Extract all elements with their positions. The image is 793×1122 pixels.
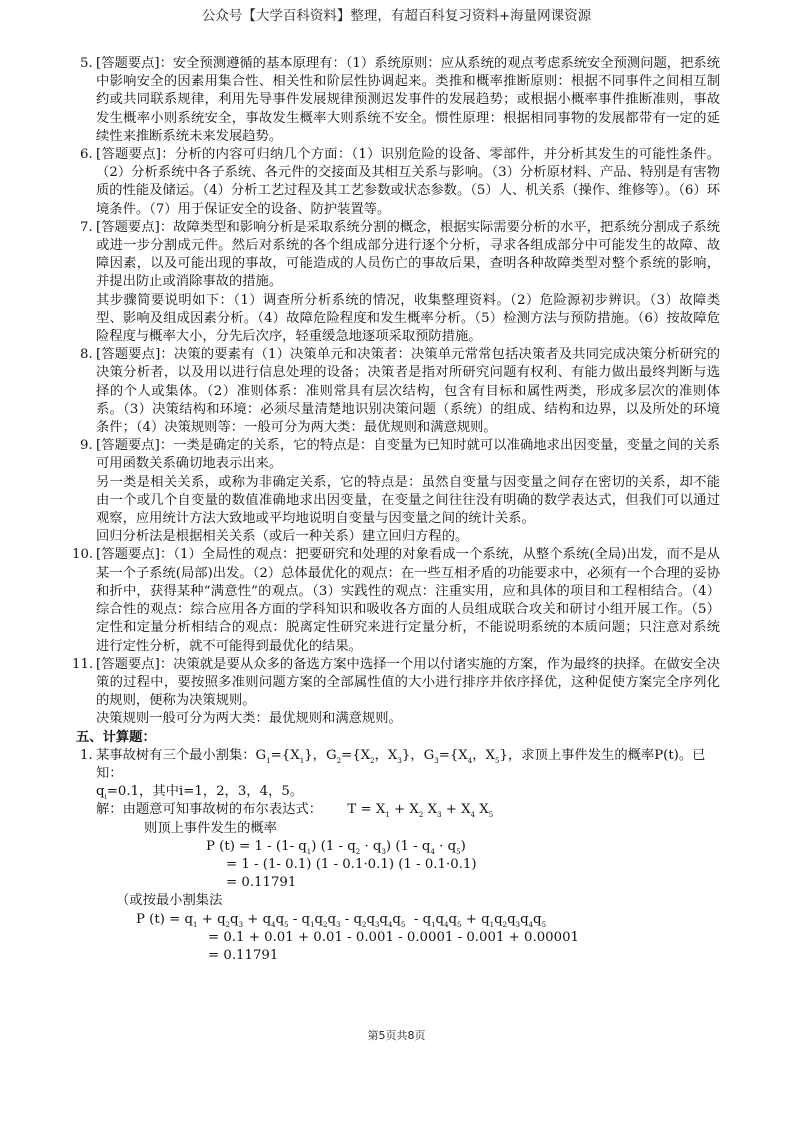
answer-item [72,546,720,655]
answer-paragraph: [答题要点]：故障类型和影响分析是采取系统分割的概念，根据实际需要分析的水平，把系统分割成子系统或进一步分割成元件。然后对系统的各个组成部分进行逐个分析，寻求各组成部分中可能发生的故障、故障因素，以及可能出现的事故，可能造成的人员伤亡的事故后果，查明各种故障类型对整个系统的影响，并提出防止或消除事故的措施。 [96,219,720,290]
problem-given: $q_i=0.1$，其中i=1，2，3，4，5。 [96,784,304,802]
answer-item [80,55,720,146]
formula-2-line-1: P $(t) = q_1 + q_2q_3 + q_4q_5 - q_1q_2q_3 - q_2q_3q_4q_5 - q_1q_4q_5 + q_1q_2q_3q_4q_5$ [136,911,547,929]
answer-paragraph: [答题要点]：决策的要素有（1）决策单元和决策者：决策单元常常包括决策者及共同完成决策分析研究的决策分析者，以及用以进行信息处理的设备；决策者是指对所研究问题有权利、有能力做出最终判断与选择的个人或集体。（2）准则体系：准则常具有层次结构，包含有目标和属性两类，形成多层次的准则体系。（3）决策结构和环境：必须尽量清楚地识别决策问题（系统）的组成、结构和边界，以及所处的环境条件；（4）决策规则等：一般可分为两大类：最优规则和满意规则。 [96,347,720,436]
section-title: 五、计算题： [76,729,156,745]
answer-number: 10. [72,547,94,563]
probability-label: 则顶上事件发生的概率 [144,820,277,836]
answer-paragraph: 其步骤简要说明如下：（1）调查所分析系统的情况，收集整理资料。（2）危险源初步辨识。（3）故障类型、影响及组成因素分析。（4）故障危险程度和发生概率分析。（5）检测方法与预防措施。（6）按故障危险程度与概率大小，分先后次序，轻重缓急地逐项采取预防措施。 [96,292,720,345]
answer-paragraph: 决策规则一般可分为两大类：最优规则和满意规则。 [96,711,402,727]
answer-item [80,219,720,346]
problem-number: 1. [80,747,93,763]
page-footer: 第5页共8页 [367,1029,426,1042]
answer-paragraph: [答题要点]：一类是确定的关系，它的特点是：自变量为已知时就可以准确地求出因变量，变量之间的关系可用函数关系确切地表示出来。 [96,438,720,472]
answer-paragraph: [答题要点]：（1）全局性的观点：把要研究和处理的对象看成一个系统，从整个系统(全局)出发，而不是从某一个子系统(局部)出发。（2）总体最优化的观点：在一些互相矛盾的功能要求中，必须有一个合理的妥协和折中，获得某种“满意性”的观点。（3）实践性的观点：注重实用，应和具体的项目和工程相结合。（4）综合性的观点：综合应用各方面的学科知识和吸收各方面的人员组成联合攻关和研讨小组开展工作。（5）定性和定量分析相结合的观点：脱离定性研究来进行定量分析，不能说明系统的本质问题；只注意对系统进行定性分析，就不可能得到最优化的结果。 [96,547,720,654]
page-header: 公众号【大学百科资料】整理，有超百科复习资料+海量网课资源 [201,8,592,24]
formula-1-line-1: P (t) = 1 - (1- $q_1$) $(1 - q_2 \cdot q_3)$ $(1 - q_4 \cdot q_5)$ [206,838,466,856]
answer-list [72,55,720,729]
answer-number: 6. [80,147,93,163]
alt-method-title: （或按最小割集法 [116,893,223,909]
answer-number: 5. [80,56,93,71]
problem-statement: 某事故树有三个最小割集：$G_1=\{X_1\}$，$G_2=\{X_2$，$X_3$}，$G_3=\{X_4$，$X_5$}，求顶上事件发生的概率P(t)。已知： [96,747,706,781]
answer-paragraph: 另一类是相关关系，或称为非确定关系，它的特点是：虽然自变量与因变量之间存在密切的关系，却不能由一个或几个自变量的数值准确地求出因变量，在变量之间往往没有明确的数学表达式，但我们可以通过观察，应用统计方法大致地或平均地说明自变量与因变量之间的统计关系。 [96,474,720,527]
problem-1 [80,747,720,965]
formula-1-line-2: = 1 - (1- 0.1) (1 - 0.1·0.1) (1 - 0.1·0.1) [226,856,477,872]
answer-paragraph: [答题要点]：决策就是要从众多的备选方案中选择一个用以付诸实施的方案，作为最终的抉择。在做安全决策的过程中，要按照多准则问题方案的全部属性值的大小进行排序并依序择优，这种促使方案完全序列化的规则，便称为决策规则。 [96,656,720,709]
answer-number: 7. [80,219,93,235]
document-body [72,55,720,965]
answer-item [72,656,720,729]
answer-paragraph: 回归分析法是根据相关关系（或后一种关系）建立回归方程的。 [96,529,469,545]
answer-number: 8. [80,347,93,363]
formula-1-line-3: = 0.11791 [226,875,297,891]
formula-2-line-3: = 0.11791 [208,947,279,963]
answer-number: 9. [80,438,93,454]
answer-number: 11. [72,656,94,672]
answer-item [80,146,720,219]
formula-2-line-2: = 0.1 + 0.01 + 0.01 - 0.001 - 0.0001 - 0.001 + 0.00001 [208,929,579,945]
solution-intro: 解：由题意可知事故树的布尔表达式： $T = X_1 + X_2$ $X_3 + X_4$ $X_5$ [96,802,494,820]
answer-item [80,346,720,437]
answer-paragraph: [答题要点]：安全预测遵循的基本原理有：（1）系统原则：应从系统的观点考虑系统安全预测问题，把系统中影响安全的因素用集合性、相关性和阶层性协调起来。类推和概率推断原则：根据不同事件之间相互制约或共同联系规律，利用先导事件发展规律预测迟发事件的发展趋势；或根据小概率事件推断准则，事故发生概率小则系统安全，事故发生概率大则系统不安全。惯性原理：根据相同事物的发展都带有一定的延续性来推断系统未来发展趋势。 [96,56,720,144]
answer-item [80,437,720,546]
answer-paragraph: [答题要点]：分析的内容可归纳几个方面：（1）识别危险的设备、零部件，并分析其发生的可能性条件。（2）分析系统中各子系统、各元件的交接面及其相互关系与影响。（3）分析原材料、产品、特别是有害物质的性能及储运。（4）分析工艺过程及其工艺参数或状态参数。（5）人、机关系（操作、维修等）。（6）环境条件。（7）用于保证安全的设备、防护装置等。 [96,147,720,217]
